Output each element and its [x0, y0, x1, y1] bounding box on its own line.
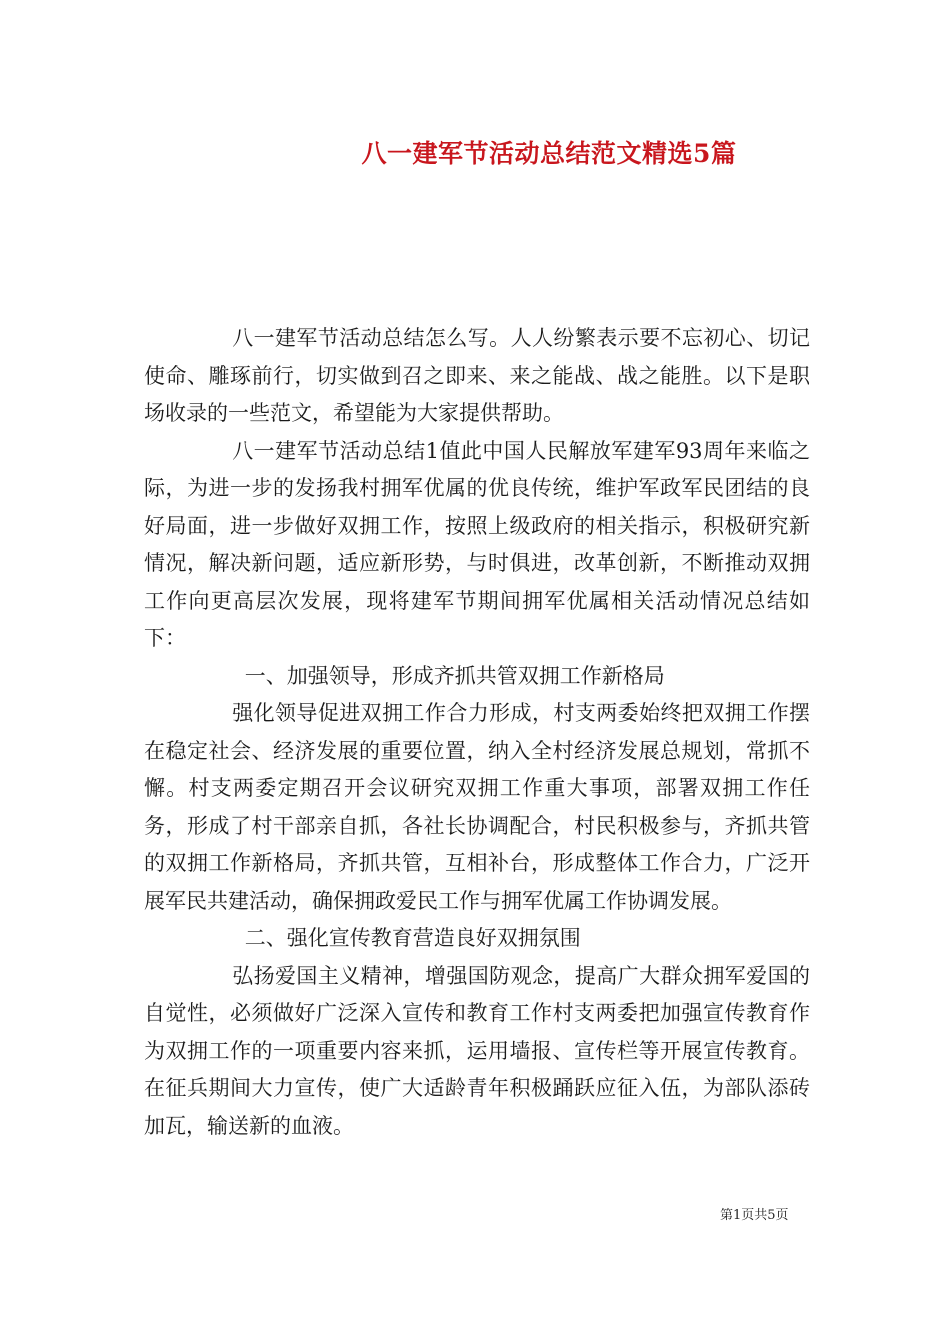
- document-body: [144, 320, 810, 1145]
- section-paragraph-1: 强化领导促进双拥工作合力形成，村支两委始终把双拥工作摆在稳定社会、经济发展的重要位置，纳入全村经济发展总规划，常抓不懈。村支两委定期召开会议研究双拥工作重大事项，部署双拥工作任务，形成了村干部亲自抓，各社长协调配合，村民积极参与，齐抓共管的双拥工作新格局，齐抓共管，互相补台，形成整体工作合力，广泛开展军民共建活动，确保拥政爱民工作与拥军优属工作协调发展。: [144, 701, 810, 913]
- section-paragraph-2: 弘扬爱国主义精神，增强国防观念，提高广大群众拥军爱国的自觉性，必须做好广泛深入宣传和教育工作村支两委把加强宣传教育作为双拥工作的一项重要内容来抓，运用墙报、宣传栏等开展宣传教育。在征兵期间大力宣传，使广大适龄青年积极踊跃应征入伍，为部队添砖加瓦，输送新的血液。: [144, 963, 810, 1138]
- summary-paragraph-1: 八一建军节活动总结1值此中国人民解放军建军93周年来临之际，为进一步的发扬我村拥军优属的优良传统，维护军政军民团结的良好局面，进一步做好双拥工作，按照上级政府的相关指示，积极研究新情况，解决新问题，适应新形势，与时俱进，改革创新，不断推动双拥工作向更高层次发展，现将建军节期间拥军优属相关活动情况总结如下：: [144, 438, 810, 650]
- section-heading-1: 一、加强领导，形成齐抓共管双拥工作新格局: [244, 663, 665, 688]
- page-number: 第1页共5页: [720, 1208, 789, 1223]
- section-heading-2: 二、强化宣传教育营造良好双拥氛围: [244, 926, 581, 950]
- intro-paragraph: 八一建军节活动总结怎么写。人人纷繁表示要不忘初心、切记使命、雕琢前行，切实做到召之即来、来之能战、战之能胜。以下是职场收录的一些范文，希望能为大家提供帮助。: [144, 326, 810, 425]
- document-title: 八一建军节活动总结范文精选5篇: [361, 139, 737, 168]
